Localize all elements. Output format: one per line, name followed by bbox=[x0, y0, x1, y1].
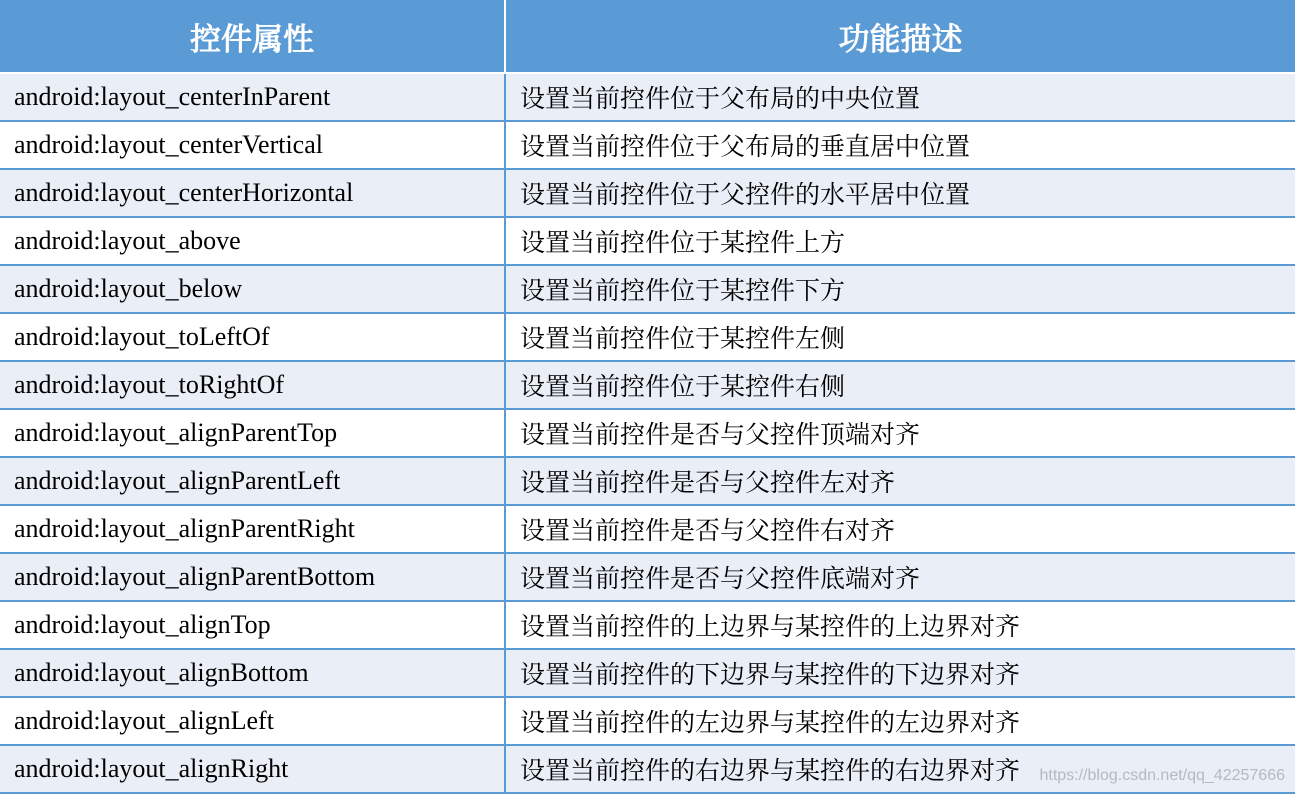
description-cell: 设置当前控件是否与父控件底端对齐 bbox=[505, 553, 1295, 601]
attribute-cell: android:layout_alignTop bbox=[0, 601, 505, 649]
attribute-cell: android:layout_alignRight bbox=[0, 745, 505, 793]
table-row bbox=[0, 649, 1295, 697]
description-cell: 设置当前控件位于父控件的水平居中位置 bbox=[505, 169, 1295, 217]
attribute-cell: android:layout_alignBottom bbox=[0, 649, 505, 697]
header-description: 功能描述 bbox=[505, 0, 1295, 73]
description-cell: 设置当前控件位于父布局的垂直居中位置 bbox=[505, 121, 1295, 169]
description-cell: 设置当前控件的左边界与某控件的左边界对齐 bbox=[505, 697, 1295, 745]
description-cell: 设置当前控件是否与父控件右对齐 bbox=[505, 505, 1295, 553]
header-row bbox=[0, 0, 1295, 73]
watermark: https://blog.csdn.net/qq_42257666 bbox=[1039, 767, 1285, 784]
header-attribute: 控件属性 bbox=[0, 0, 505, 73]
attribute-cell: android:layout_alignParentBottom bbox=[0, 553, 505, 601]
attribute-cell: android:layout_toRightOf bbox=[0, 361, 505, 409]
table-row bbox=[0, 313, 1295, 361]
attribute-cell: android:layout_alignParentTop bbox=[0, 409, 505, 457]
attribute-cell: android:layout_above bbox=[0, 217, 505, 265]
attribute-cell: android:layout_centerHorizontal bbox=[0, 169, 505, 217]
table-row bbox=[0, 169, 1295, 217]
description-cell: 设置当前控件位于某控件右侧 bbox=[505, 361, 1295, 409]
description-cell: 设置当前控件的上边界与某控件的上边界对齐 bbox=[505, 601, 1295, 649]
table-row bbox=[0, 409, 1295, 457]
table-body bbox=[0, 73, 1295, 793]
description-cell: 设置当前控件是否与父控件左对齐 bbox=[505, 457, 1295, 505]
attribute-cell: android:layout_alignParentRight bbox=[0, 505, 505, 553]
description-cell: 设置当前控件的下边界与某控件的下边界对齐 bbox=[505, 649, 1295, 697]
table-row bbox=[0, 73, 1295, 121]
table-row bbox=[0, 457, 1295, 505]
description-cell: 设置当前控件位于某控件左侧 bbox=[505, 313, 1295, 361]
attribute-cell: android:layout_toLeftOf bbox=[0, 313, 505, 361]
table-row bbox=[0, 505, 1295, 553]
attribute-cell: android:layout_alignParentLeft bbox=[0, 457, 505, 505]
description-cell: 设置当前控件是否与父控件顶端对齐 bbox=[505, 409, 1295, 457]
table-header bbox=[0, 0, 1295, 73]
table-row bbox=[0, 697, 1295, 745]
description-cell: 设置当前控件位于父布局的中央位置 bbox=[505, 73, 1295, 121]
description-cell: 设置当前控件的右边界与某控件的右边界对齐 bbox=[505, 745, 1295, 793]
table-row bbox=[0, 265, 1295, 313]
table-row bbox=[0, 217, 1295, 265]
table-row bbox=[0, 601, 1295, 649]
attribute-cell: android:layout_alignLeft bbox=[0, 697, 505, 745]
attribute-cell: android:layout_centerVertical bbox=[0, 121, 505, 169]
description-cell: 设置当前控件位于某控件上方 bbox=[505, 217, 1295, 265]
description-cell: 设置当前控件位于某控件下方 bbox=[505, 265, 1295, 313]
attribute-cell: android:layout_below bbox=[0, 265, 505, 313]
table-row bbox=[0, 121, 1295, 169]
table-row bbox=[0, 553, 1295, 601]
table-row bbox=[0, 361, 1295, 409]
attribute-cell: android:layout_centerInParent bbox=[0, 73, 505, 121]
